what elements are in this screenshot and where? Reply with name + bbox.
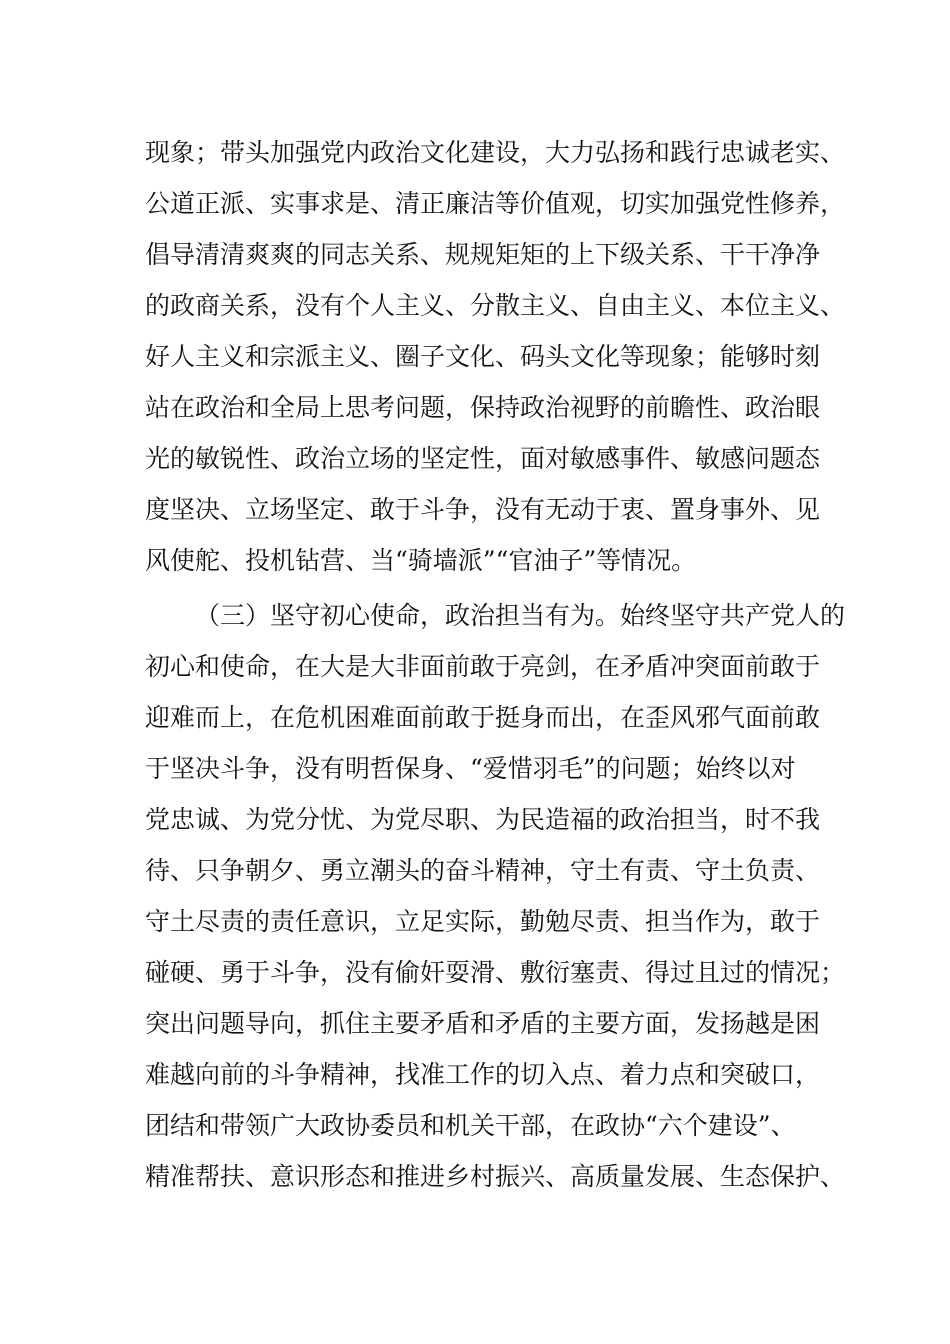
paragraph-2-line: 精准帮扶、意识形态和推进乡村振兴、高质量发展、生态保护、 (145, 1162, 846, 1191)
paragraph-2-line: 碰硬、勇于斗争，没有偷奸耍滑、敷衍塞责、得过且过的情况； (145, 958, 846, 987)
paragraph-2-line: 突出问题导向，抓住主要矛盾和矛盾的主要方面，发扬越是困 (145, 1009, 821, 1038)
paragraph-2-line: 党忠诚、为党分忧、为党尽职、为民造福的政治担当，时不我 (145, 805, 821, 834)
paragraph-2-line: 守土尽责的责任意识，立足实际，勤勉尽责、担当作为，敢于 (145, 907, 821, 936)
paragraph-1-line: 公道正派、实事求是、清正廉洁等价值观，切实加强党性修养， (145, 189, 846, 218)
paragraph-1-line: 的政商关系，没有个人主义、分散主义、自由主义、本位主义、 (145, 291, 846, 320)
paragraph-1-line: 现象；带头加强党内政治文化建设，大力弘扬和践行忠诚老实、 (145, 138, 846, 167)
paragraph-1-line: 度坚决、立场坚定、敢于斗争，没有无动于衷、置身事外、见 (145, 495, 821, 524)
paragraph-2-line: 初心和使命，在大是大非面前敢于亮剑，在矛盾冲突面前敢于 (145, 652, 821, 681)
paragraph-2-line: 难越向前的斗争精神，找准工作的切入点、着力点和突破口， (145, 1060, 821, 1089)
paragraph-1-line: 倡导清清爽爽的同志关系、规规矩矩的上下级关系、干干净净 (145, 240, 821, 269)
paragraph-2-line: 迎难而上，在危机困难面前敢于挺身而出，在歪风邪气面前敢 (145, 703, 821, 732)
paragraph-2-line: 团结和带领广大政协委员和机关干部，在政协“六个建设”、 (145, 1111, 796, 1140)
paragraph-1-line: 站在政治和全局上思考问题，保持政治视野的前瞻性、政治眼 (145, 393, 821, 422)
paragraph-2 (145, 590, 846, 1202)
paragraph-1 (145, 127, 846, 586)
paragraph-2-line: 待、只争朝夕、勇立潮头的奋斗精神，守土有责、守土负责、 (145, 856, 821, 885)
paragraph-1-line: 好人主义和宗派主义、圈子文化、码头文化等现象；能够时刻 (145, 342, 821, 371)
paragraph-2-line: （三）坚守初心使命，政治担当有为。始终坚守共产党人的 (195, 601, 846, 630)
paragraph-1-line: 风使舵、投机钻营、当“骑墙派”“官油子”等情况。 (145, 546, 697, 575)
paragraph-1-line: 光的敏锐性、政治立场的坚定性，面对敏感事件、敏感问题态 (145, 444, 821, 473)
paragraph-2-line: 于坚决斗争，没有明哲保身、“爱惜羽毛”的问题；始终以对 (145, 754, 796, 783)
